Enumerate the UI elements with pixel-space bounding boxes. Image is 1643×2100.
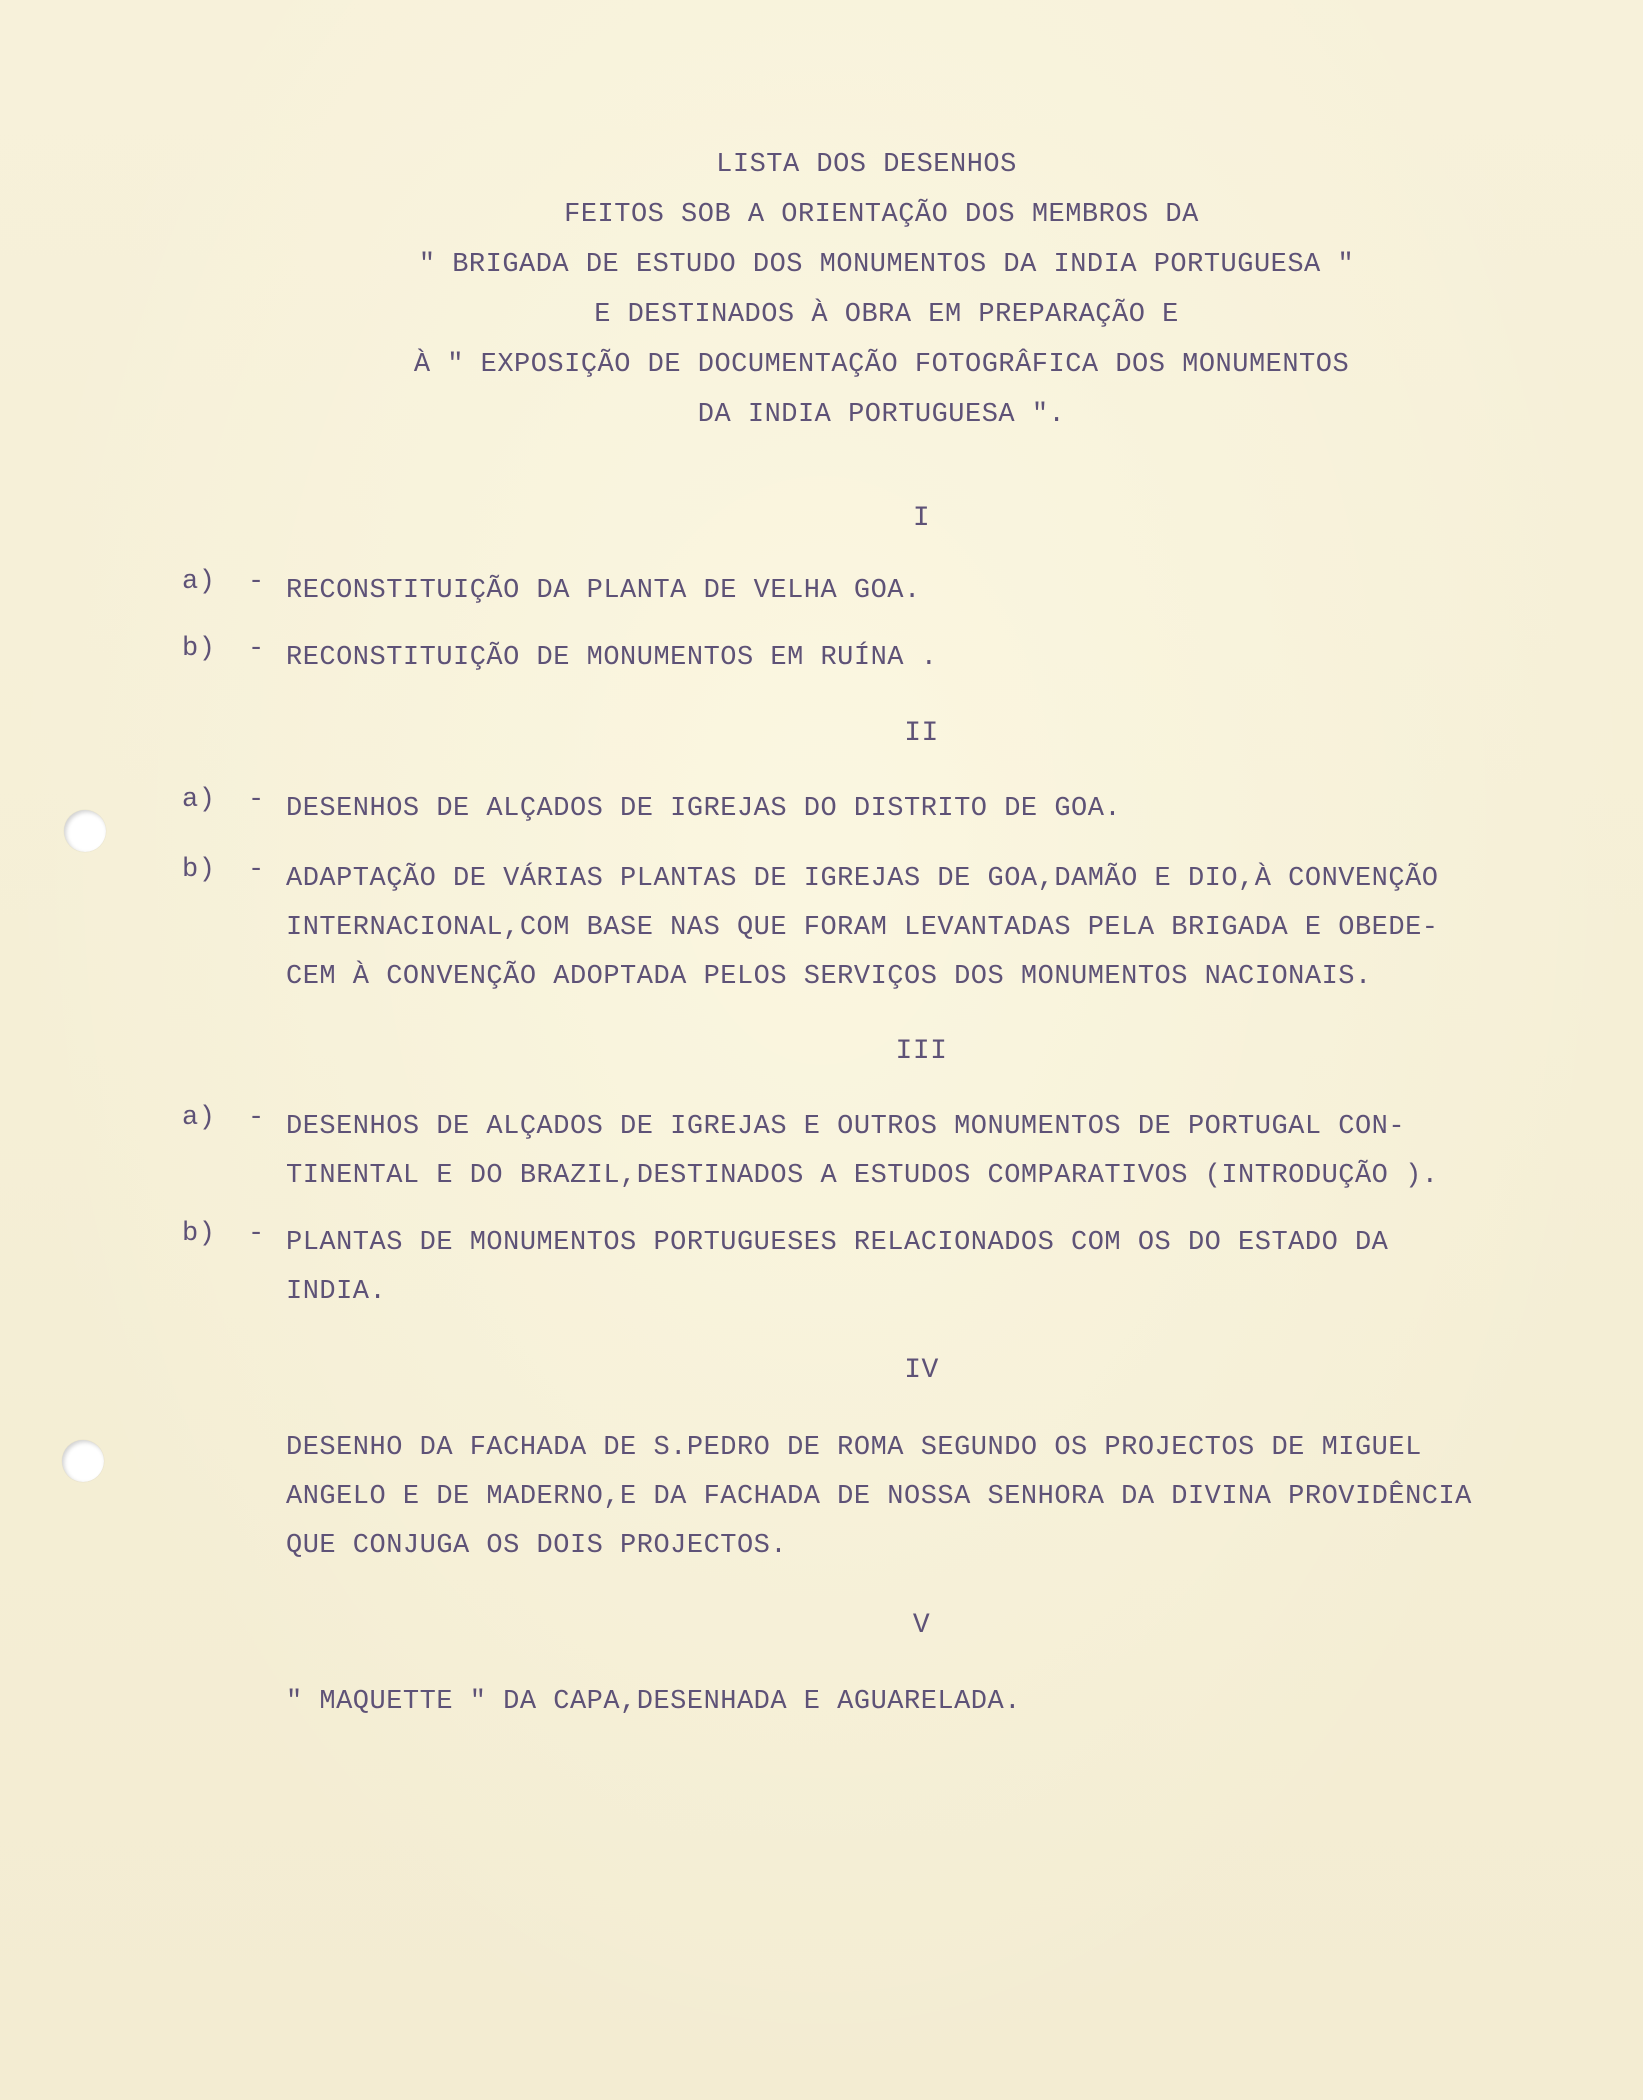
item-line: INTERNACIONAL,COM BASE NAS QUE FORAM LEVANTADAS PELA BRIGADA E OBEDE- [286, 913, 1439, 943]
item-line: DESENHOS DE ALÇADOS DE IGREJAS DO DISTRITO DE GOA. [286, 794, 1122, 824]
item-dash: - [248, 785, 265, 815]
item-text [286, 634, 1476, 683]
item-dash: - [248, 855, 265, 885]
paragraph-line: DESENHO DA FACHADA DE S.PEDRO DE ROMA SEGUNDO OS PROJECTOS DE MIGUEL [286, 1433, 1422, 1463]
section-numeral-v: V [912, 1610, 931, 1641]
paragraph-line: QUE CONJUGA OS DOIS PROJECTOS. [286, 1531, 788, 1561]
item-dash: - [248, 1219, 265, 1249]
item-line: RECONSTITUIÇÃO DA PLANTA DE VELHA GOA. [286, 576, 921, 606]
paragraph-line: ANGELO E DE MADERNO,E DA FACHADA DE NOSSA SENHORA DA DIVINA PROVIDÊNCIA [286, 1482, 1472, 1512]
title-line: À " EXPOSIÇÃO DE DOCUMENTAÇÃO FOTOGRÂFICA DOS MONUMENTOS [413, 350, 1350, 380]
item-text [286, 855, 1476, 1002]
item-letter: a) [182, 567, 216, 597]
item-text [286, 1103, 1476, 1201]
item-line: INDIA. [286, 1277, 387, 1307]
item-letter: b) [182, 855, 216, 885]
section-v-paragraph [286, 1678, 1486, 1727]
document-title [0, 140, 1643, 440]
title-line: " BRIGADA DE ESTUDO DOS MONUMENTOS DA INDIA PORTUGUESA " [418, 250, 1355, 280]
item-line: CEM À CONVENÇÃO ADOPTADA PELOS SERVIÇOS DOS MONUMENTOS NACIONAIS. [286, 962, 1372, 992]
item-line: ADAPTAÇÃO DE VÁRIAS PLANTAS DE IGREJAS DE GOA,DAMÃO E DIO,À CONVENÇÃO [286, 864, 1439, 894]
title-line: LISTA DOS DESENHOS [716, 150, 1017, 180]
item-text [286, 1219, 1476, 1317]
title-line: FEITOS SOB A ORIENTAÇÃO DOS MEMBROS DA [564, 200, 1199, 230]
section-numeral-iii: III [895, 1036, 948, 1067]
title-line: E DESTINADOS À OBRA EM PREPARAÇÃO E [594, 300, 1179, 330]
section-numeral-iv: IV [904, 1355, 939, 1386]
item-text [286, 567, 1476, 616]
item-line: TINENTAL E DO BRAZIL,DESTINADOS A ESTUDOS COMPARATIVOS (INTRODUÇÃO ). [286, 1161, 1439, 1191]
item-letter: a) [182, 1103, 216, 1133]
item-line: PLANTAS DE MONUMENTOS PORTUGUESES RELACIONADOS COM OS DO ESTADO DA [286, 1228, 1389, 1258]
item-letter: b) [182, 1219, 216, 1249]
item-letter: a) [182, 785, 216, 815]
section-numeral-i: I [912, 503, 931, 534]
item-letter: b) [182, 634, 216, 664]
title-line: DA INDIA PORTUGUESA ". [697, 400, 1066, 430]
item-dash: - [248, 567, 265, 597]
item-dash: - [248, 634, 265, 664]
section-iv-paragraph [286, 1424, 1486, 1571]
item-text [286, 785, 1476, 834]
item-line: RECONSTITUIÇÃO DE MONUMENTOS EM RUÍNA . [286, 643, 938, 673]
section-numeral-ii: II [904, 718, 939, 749]
item-line: DESENHOS DE ALÇADOS DE IGREJAS E OUTROS MONUMENTOS DE PORTUGAL CON- [286, 1112, 1406, 1142]
punch-hole [64, 810, 106, 852]
item-dash: - [248, 1103, 265, 1133]
paragraph-line: " MAQUETTE " DA CAPA,DESENHADA E AGUARELADA. [286, 1687, 1021, 1717]
punch-hole [62, 1440, 104, 1482]
